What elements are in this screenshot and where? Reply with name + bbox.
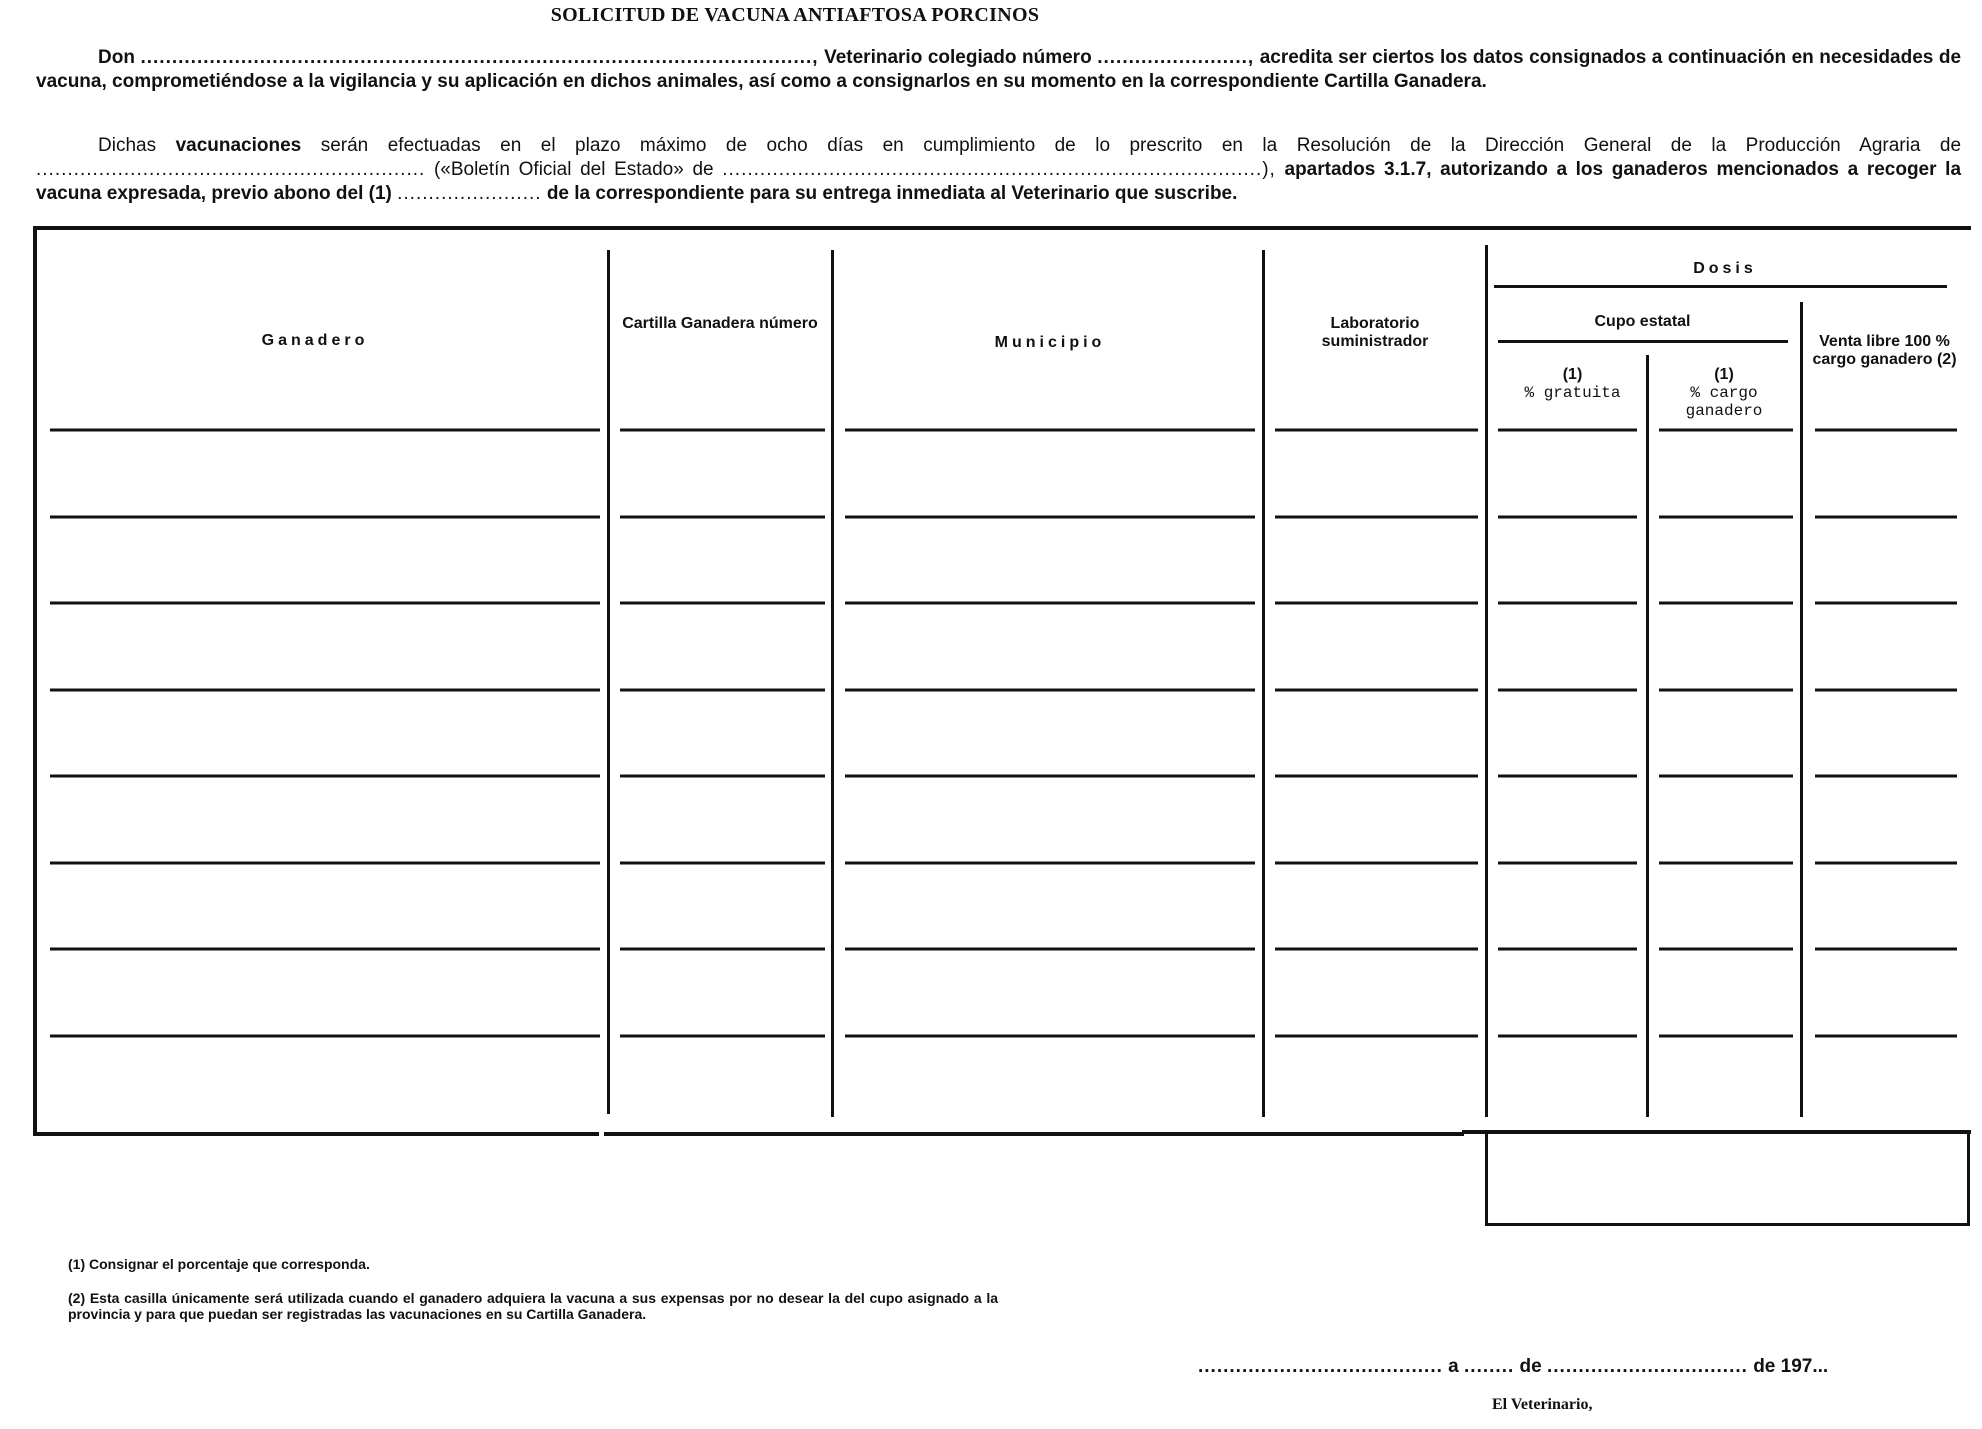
column-divider — [1800, 302, 1803, 1117]
gratuita-label: % gratuita — [1524, 384, 1621, 402]
header-laboratorio: Laboratorio suministrador — [1321, 315, 1429, 350]
gratuita-ref: (1) — [1562, 366, 1583, 383]
header-venta-libre: Venta libre 100 % cargo ganadero (2) — [1812, 333, 1957, 368]
terms-paragraph — [36, 134, 1961, 206]
vet-label: Veterinario colegiado número — [824, 47, 1092, 68]
cargo-ref: (1) — [1714, 366, 1734, 383]
table-bottom-border — [1462, 1130, 1971, 1134]
dosis-underline — [1494, 285, 1947, 288]
terms-start: Dichas — [98, 135, 157, 156]
header-ganadero: Ganadero — [261, 332, 369, 349]
table-top-border — [33, 226, 1971, 230]
date-line — [1198, 1356, 1828, 1378]
terms-bold-word: vacunaciones — [175, 135, 302, 156]
header-municipio: Municipio — [994, 334, 1106, 351]
month-blank[interactable]: ................................ — [1547, 1356, 1748, 1377]
place-blank[interactable]: ....................................... — [1198, 1356, 1443, 1377]
don-name-blank[interactable]: ..........................................................................................................., — [140, 47, 819, 68]
signature-label: El Veterinario, — [1492, 1396, 1593, 1413]
table-bottom-border — [33, 1132, 599, 1136]
cupo-underline — [1498, 340, 1788, 343]
terms-end: de la correspondiente para su entrega inmediata al Veterinario que suscribe. — [546, 183, 1238, 204]
request-text: acredita ser ciertos los datos consignados a continuación en necesidades de vacuna, comprometiéndose a la vigilancia y su aplicación en dichos animales, así como a consignarlos en su momento en la correspondiente Cartilla Ganadera. — [36, 47, 1962, 92]
request-paragraph — [36, 46, 1961, 94]
table-left-border — [33, 226, 37, 1136]
cargo-label: % cargo ganadero — [1685, 384, 1763, 420]
table-bottom-border — [604, 1132, 1464, 1136]
column-divider — [831, 250, 834, 1117]
header-cupo-estatal: Cupo estatal — [1594, 313, 1691, 330]
column-divider — [1646, 355, 1649, 1117]
date-de: de — [1519, 1356, 1542, 1377]
column-divider — [607, 250, 610, 1114]
resolution-date-blank[interactable]: .............................................................. — [36, 159, 426, 180]
date-year: de 197... — [1753, 1356, 1829, 1377]
footnote-2: (2) Esta casilla únicamente será utilizada cuando el ganadero adquiera la vacuna a sus expensas por no desear la del cupo asignado a la provincia y para que puedan ser registradas las vacunaciones en su Cartilla Ganadera. — [68, 1290, 998, 1322]
header-cartilla: Cartilla Ganadera número — [622, 315, 818, 332]
column-divider — [1262, 250, 1265, 1117]
footnote-1: (1) Consignar el porcentaje que corresponda. — [68, 1256, 370, 1272]
header-dosis: Dosis — [1693, 260, 1757, 277]
terms-after-boe: apartados 3.1.7, autorizando a los ganaderos mencionados a recoger la vacuna expresada, previo abono del (1) — [36, 159, 1962, 204]
document-title: SOLICITUD DE VACUNA ANTIAFTOSA PORCINOS — [550, 4, 1040, 26]
terms-middle: serán efectuadas en el plazo máximo de ocho días en cumplimiento de lo prescrito en la Resolución de la Dirección General de la Producción Agraria de — [320, 135, 1962, 156]
boe-date-blank[interactable]: ......................................................................................), — [722, 159, 1276, 180]
date-a: a — [1448, 1356, 1459, 1377]
totals-box-right — [1967, 1134, 1970, 1226]
totals-box-bottom — [1485, 1223, 1970, 1226]
vet-number-blank[interactable]: ........................, — [1097, 47, 1255, 68]
column-divider — [1485, 245, 1488, 1117]
day-blank[interactable]: ........ — [1464, 1356, 1515, 1377]
totals-box-left — [1485, 1134, 1488, 1226]
boe-text: («Boletín Oficial del Estado» de — [433, 159, 714, 180]
header-gratuita — [1500, 366, 1645, 402]
don-label: Don — [98, 47, 135, 68]
payment-blank[interactable]: ....................... — [397, 183, 542, 204]
header-cargo — [1654, 366, 1794, 420]
